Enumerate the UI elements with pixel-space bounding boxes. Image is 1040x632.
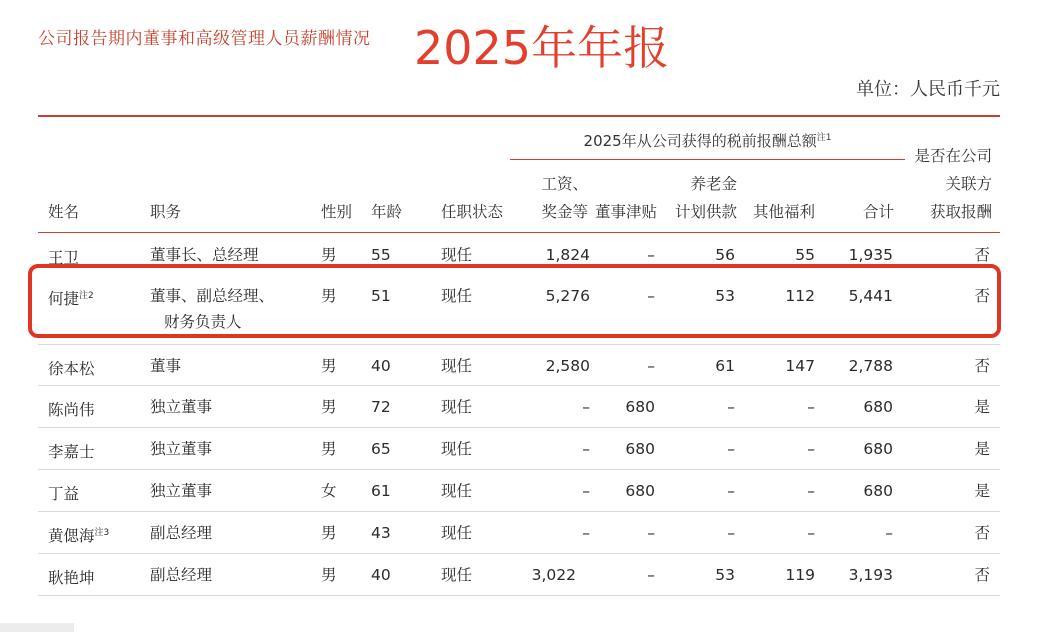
cell-position: 独立董事: [150, 398, 213, 416]
compensation-group-text: 2025年从公司获得的税前报酬总额: [583, 132, 817, 150]
header-allowance: 董事津贴: [594, 203, 657, 221]
cell-pension: –: [727, 482, 735, 500]
cell-total: 5,441: [848, 287, 893, 305]
cell-allowance: 680: [625, 440, 655, 458]
cell-position: 副总经理: [150, 524, 213, 542]
cell-age: 40: [371, 357, 391, 375]
cell-total: 3,193: [848, 566, 893, 584]
cell-salary: 1,824: [545, 246, 590, 264]
header-related-line1: 是否在公司: [914, 147, 992, 165]
cell-position: 董事长、总经理: [150, 246, 259, 264]
cell-allowance: –: [647, 524, 655, 542]
cell-age: 65: [371, 440, 391, 458]
cell-allowance: –: [647, 287, 655, 305]
cell-related-party: 否: [974, 566, 990, 584]
cell-position: 董事、副总经理、: [150, 287, 275, 305]
cell-salary: –: [582, 440, 590, 458]
footnote-marker: 注1: [816, 133, 832, 143]
cell-sex: 男: [321, 440, 337, 458]
table-row: [38, 512, 1000, 554]
table-row: [38, 233, 1000, 268]
header-name: 姓名: [48, 203, 80, 221]
cell-related-party: 是: [974, 398, 990, 416]
cell-name: 李嘉士: [48, 443, 95, 462]
cell-total: –: [885, 524, 893, 542]
header-salary-line1: 工资、: [541, 175, 588, 193]
cell-status: 现任: [441, 357, 473, 375]
cell-sex: 男: [321, 357, 337, 375]
cell-total: 1,935: [848, 246, 893, 264]
cell-pension: 61: [715, 357, 735, 375]
cell-name: 徐本松: [48, 360, 95, 379]
corner-artifact: [0, 623, 74, 632]
table-row: [38, 345, 1000, 386]
cell-salary: 3,022: [531, 566, 576, 584]
cell-total: 680: [863, 398, 893, 416]
cell-pension: –: [727, 398, 735, 416]
header-sex: 性别: [321, 203, 353, 221]
cell-other-benefits: –: [807, 440, 815, 458]
header-other: 其他福利: [752, 203, 815, 221]
cell-name: 丁益: [48, 485, 80, 504]
cell-status: 现任: [441, 246, 473, 264]
cell-salary: 5,276: [545, 287, 590, 305]
unit-label: 单位：人民币千元: [856, 79, 1000, 100]
cell-pension: 53: [715, 566, 735, 584]
cell-other-benefits: 147: [785, 357, 815, 375]
cell-related-party: 是: [974, 482, 990, 500]
header-age: 年龄: [371, 203, 403, 221]
header-salary-line2: 奖金等: [541, 203, 588, 221]
highlight-box: [28, 264, 1001, 338]
cell-allowance: 680: [625, 398, 655, 416]
cell-position: 董事: [150, 357, 182, 375]
cell-other-benefits: –: [807, 524, 815, 542]
cell-other-benefits: 112: [785, 287, 815, 305]
cell-status: 现任: [441, 566, 473, 584]
table-row: [38, 554, 1000, 596]
header-pension-line2: 计划供款: [674, 203, 737, 221]
cell-age: 55: [371, 246, 391, 264]
cell-position: 副总经理: [150, 566, 213, 584]
cell-other-benefits: 55: [795, 246, 815, 264]
cell-name: 耿艳坤: [48, 569, 95, 588]
cell-other-benefits: –: [807, 482, 815, 500]
cell-related-party: 否: [974, 357, 990, 375]
cell-status: 现任: [441, 482, 473, 500]
cell-age: 72: [371, 398, 391, 416]
cell-related-party: 否: [974, 287, 990, 305]
cell-related-party: 否: [974, 246, 990, 264]
cell-position: 独立董事: [150, 482, 213, 500]
top-divider: [38, 115, 1000, 117]
cell-salary: 2,580: [545, 357, 590, 375]
cell-sex: 男: [321, 246, 337, 264]
cell-status: 现任: [441, 524, 473, 542]
cell-status: 现任: [441, 287, 473, 305]
cell-total: 680: [863, 482, 893, 500]
cell-name: 王卫: [48, 249, 80, 268]
cell-other-benefits: 119: [785, 566, 815, 584]
cell-pension: 53: [715, 287, 735, 305]
cell-sex: 男: [321, 566, 337, 584]
cell-salary: –: [582, 398, 590, 416]
header-related-line2: 关联方: [945, 175, 992, 193]
table-row: [38, 386, 1000, 428]
cell-other-benefits: –: [807, 398, 815, 416]
cell-salary: –: [582, 482, 590, 500]
cell-related-party: 否: [974, 524, 990, 542]
cell-allowance: –: [647, 246, 655, 264]
cell-total: 680: [863, 440, 893, 458]
cell-related-party: 是: [974, 440, 990, 458]
table-row: [38, 428, 1000, 470]
header-related-line3: 获取报酬: [929, 203, 992, 221]
cell-pension: 56: [715, 246, 735, 264]
cell-sex: 男: [321, 287, 337, 305]
header-pension-line1: 养老金: [690, 175, 737, 193]
cell-salary: –: [582, 524, 590, 542]
cell-allowance: –: [647, 566, 655, 584]
cell-position: 独立董事: [150, 440, 213, 458]
cell-sex: 男: [321, 398, 337, 416]
group-header-divider: [510, 159, 905, 160]
cell-age: 43: [371, 524, 391, 542]
cell-sex: 男: [321, 524, 337, 542]
compensation-group-header: [510, 130, 905, 151]
header-total: 合计: [862, 203, 894, 221]
cell-age: 61: [371, 482, 391, 500]
cell-allowance: 680: [625, 482, 655, 500]
cell-allowance: –: [647, 357, 655, 375]
cell-name: 黄偲海$^{注3}$: [48, 527, 110, 546]
cell-age: 51: [371, 287, 391, 305]
cell-name: 何捷$^{注2}$: [48, 290, 94, 309]
table-caption: 公司报告期内董事和高级管理人员薪酬情况: [38, 29, 371, 49]
cell-sex: 女: [321, 482, 337, 500]
cell-status: 现任: [441, 440, 473, 458]
cell-total: 2,788: [848, 357, 893, 375]
cell-position-line2: 财务负责人: [164, 313, 242, 331]
header-position: 职务: [150, 203, 182, 221]
report-year-title: 2025年年报: [414, 21, 670, 75]
cell-age: 40: [371, 566, 391, 584]
table-row: [38, 470, 1000, 512]
cell-status: 现任: [441, 398, 473, 416]
cell-name: 陈尚伟: [48, 401, 95, 420]
cell-pension: –: [727, 524, 735, 542]
header-status: 任职状态: [441, 203, 504, 221]
cell-pension: –: [727, 440, 735, 458]
